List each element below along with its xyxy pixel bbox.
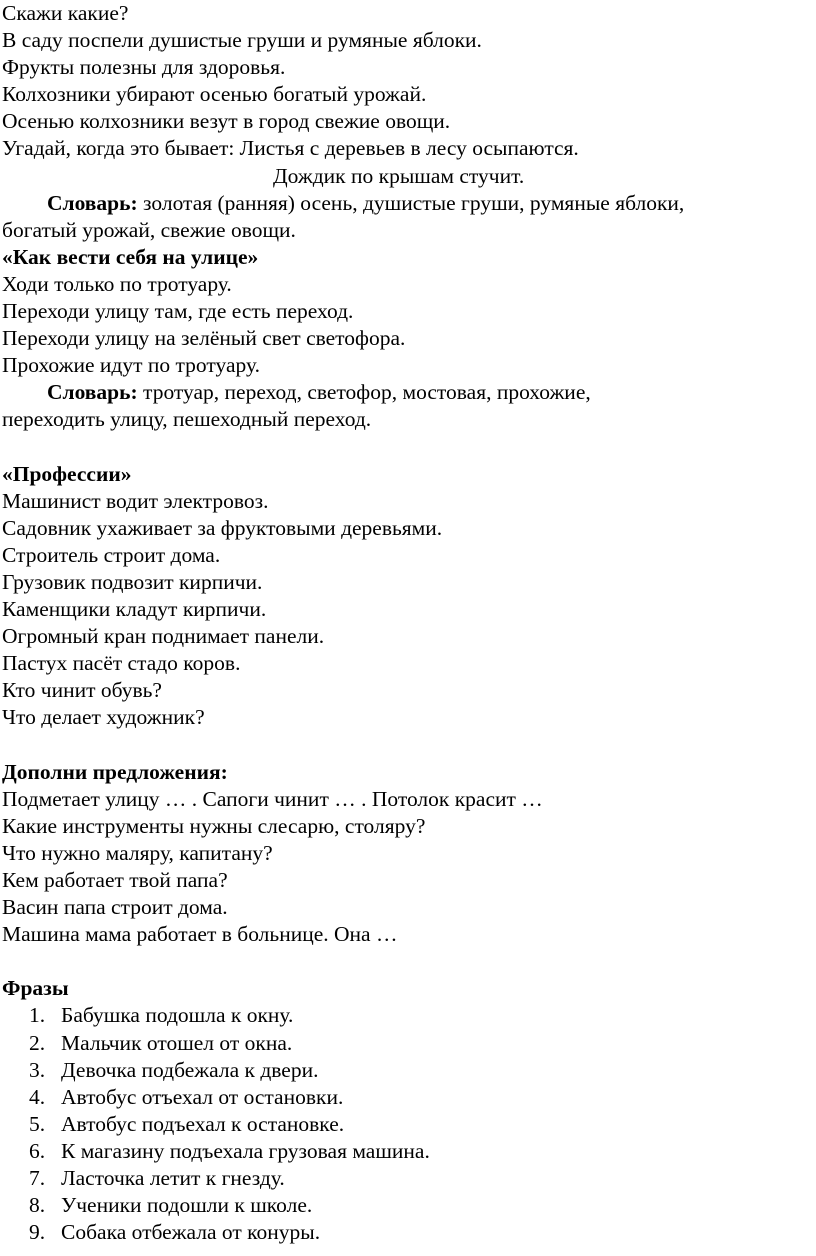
blank-line (2, 434, 812, 461)
text-line: Васин папа строит дома. (2, 895, 228, 920)
list-item (2, 1138, 812, 1165)
text-line: Скажи какие? (2, 1, 129, 25)
text-line: Переходи улицу на зелёный свет светофора. (2, 326, 406, 351)
list-number: 9. (29, 1220, 46, 1245)
vocabulary-text: тротуар, переход, светофор, мостовая, прохожие, (137, 380, 591, 405)
list-item (2, 1030, 812, 1057)
text-line: Какие инструменты нужны слесарю, столяру? (2, 813, 426, 838)
text-line: Строитель строит дома. (2, 542, 221, 567)
text-line: Ходи только по тротуару. (2, 271, 232, 296)
section-title: «Профессии» (2, 461, 132, 486)
vocabulary-label: Словарь: (47, 190, 138, 215)
section-title: Дополни предложения: (2, 759, 228, 784)
text-line: Прохожие идут по тротуару. (2, 353, 260, 378)
section-phrases (2, 975, 812, 1246)
text-line: Дождик по крышам стучит. (273, 163, 525, 188)
list-item (2, 1002, 812, 1029)
text-line: Переходи улицу там, где есть переход. (2, 299, 354, 324)
text-line: Что делает художник? (2, 705, 205, 730)
text-line: Садовник ухаживает за фруктовыми деревьями. (2, 515, 443, 540)
phrases-list (2, 1002, 812, 1246)
text-line: Машина мама работает в больнице. Она … (2, 922, 398, 947)
list-item-text: Ученики подошли к школе. (61, 1193, 313, 1218)
document-page (2, 0, 812, 1246)
list-item (2, 1084, 812, 1111)
list-number: 4. (29, 1084, 46, 1109)
vocabulary-label: Словарь: (47, 380, 138, 405)
list-item-text: Бабушка подошла к окну. (61, 1003, 294, 1028)
text-line: В саду поспели душистые груши и румяные яблоки. (2, 28, 482, 53)
list-number: 5. (29, 1111, 46, 1136)
text-line: Пастух пасёт стадо коров. (2, 651, 241, 676)
text-line: Каменщики кладут кирпичи. (2, 597, 267, 622)
vocabulary-text: богатый урожай, свежие овощи. (2, 217, 296, 242)
list-number: 6. (29, 1138, 46, 1163)
section-street-behavior (2, 244, 812, 461)
section-complete-sentences (2, 759, 812, 976)
text-line: Кто чинит обувь? (2, 678, 162, 703)
list-item-text: Автобус подъехал к остановке. (61, 1111, 345, 1136)
text-line: Кем работает твой папа? (2, 868, 228, 892)
list-item-text: Ласточка летит к гнезду. (61, 1166, 285, 1191)
text-line: Машинист водит электровоз. (2, 488, 269, 513)
section-title: Фразы (2, 976, 69, 1001)
text-line: Угадай, когда это бывает: Листья с деревьев в лесу осыпаются. (2, 136, 579, 161)
list-item-text: Девочка подбежала к двери. (61, 1057, 319, 1082)
vocabulary-line (2, 190, 812, 217)
list-item-text: Автобус отъехал от остановки. (61, 1084, 344, 1109)
list-number: 8. (29, 1193, 46, 1218)
list-number: 2. (29, 1030, 46, 1055)
text-line: Огромный кран поднимает панели. (2, 624, 325, 649)
section-title: «Как вести себя на улице» (2, 244, 259, 269)
list-item-text: К магазину подъехала грузовая машина. (61, 1138, 430, 1163)
section-adjectives (2, 0, 812, 244)
section-professions (2, 461, 812, 759)
vocabulary-line (2, 379, 812, 406)
text-line: Колхозники убирают осенью богатый урожай. (2, 82, 427, 107)
list-item-text: Собака отбежала от конуры. (61, 1220, 321, 1245)
text-line: Грузовик подвозит кирпичи. (2, 569, 263, 594)
list-item (2, 1219, 812, 1246)
list-item-text: Мальчик отошел от окна. (61, 1030, 293, 1055)
text-line: Что нужно маляру, капитану? (2, 840, 273, 865)
list-number: 7. (29, 1166, 46, 1191)
vocabulary-text: золотая (ранняя) осень, душистые груши, румяные яблоки, (137, 190, 685, 215)
list-number: 1. (29, 1003, 46, 1028)
blank-line (2, 948, 812, 975)
vocabulary-text: переходить улицу, пешеходный переход. (2, 407, 372, 432)
list-item (2, 1192, 812, 1219)
list-item (2, 1165, 812, 1192)
list-item (2, 1057, 812, 1084)
text-line: Подметает улицу … . Сапоги чинит … . Потолок красит … (2, 786, 543, 811)
list-number: 3. (29, 1057, 46, 1082)
text-line: Фрукты полезны для здоровья. (2, 55, 286, 80)
list-item (2, 1111, 812, 1138)
text-line: Осенью колхозники везут в город свежие овощи. (2, 109, 451, 134)
blank-line (2, 732, 812, 759)
